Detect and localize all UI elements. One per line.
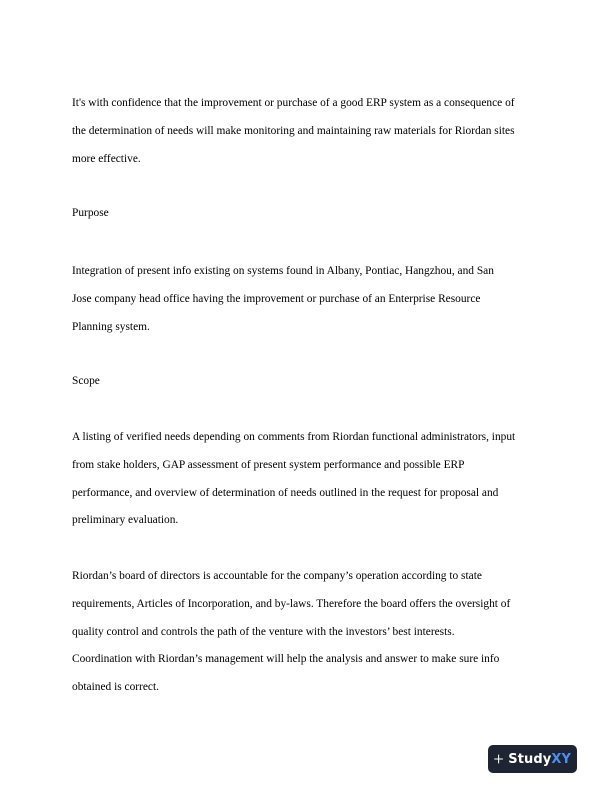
text-line: preliminary evaluation. [72, 514, 179, 527]
text-line: Coordination with Riordan’s management will help the analysis and answer to make sure info [72, 653, 500, 666]
text-line: Riordan’s board of directors is accountable for the company’s operation according to state [72, 570, 482, 582]
text-line: Jose company head office having the improvement or purchase of an Enterprise Resource [72, 292, 481, 305]
scope-heading: Scope [72, 375, 100, 387]
brand-name-part2: XY [551, 751, 571, 767]
plus-icon [494, 752, 503, 766]
text-line: It's with confidence that the improvement or purchase of a good ERP system as a consequence of [72, 97, 515, 109]
scope-paragraph [72, 424, 550, 535]
purpose-paragraph [72, 258, 550, 341]
studyxy-watermark [488, 745, 577, 773]
brand-name-part1: Study [508, 751, 552, 767]
text-line: the determination of needs will make monitoring and maintaining raw materials for Riordan sites [72, 124, 515, 137]
intro-paragraph [72, 90, 550, 173]
text-line: from stake holders, GAP assessment of present system performance and possible ERP [72, 458, 465, 471]
text-line: quality control and controls the path of the venture with the investors’ best interests. [72, 625, 455, 638]
purpose-heading: Purpose [72, 207, 109, 219]
text-line: A listing of verified needs depending on comments from Riordan functional administrators, input [72, 431, 516, 443]
brand-name [508, 753, 571, 766]
text-line: Integration of present info existing on systems found in Albany, Pontiac, Hangzhou, and San [72, 265, 494, 277]
text-line: more effective. [72, 152, 141, 165]
board-paragraph [72, 563, 550, 702]
text-line: requirements, Articles of Incorporation, and by-laws. Therefore the board offers the oversight of [72, 597, 511, 610]
text-line: obtained is correct. [72, 681, 159, 694]
text-line: Planning system. [72, 320, 150, 333]
text-line: performance, and overview of determination of needs outlined in the request for proposal and [72, 486, 499, 499]
